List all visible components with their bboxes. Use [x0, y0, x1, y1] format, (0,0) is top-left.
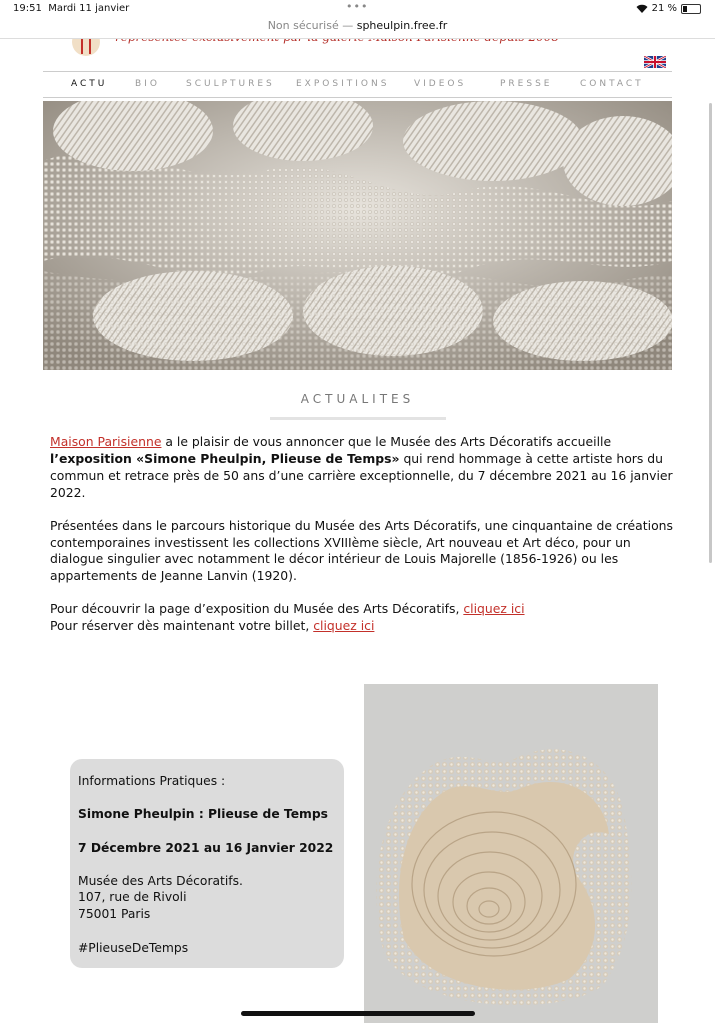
title-divider — [270, 417, 446, 420]
nav-sculptures[interactable]: SCULPTURES — [186, 79, 275, 89]
info-dates: 7 Décembre 2021 au 16 Janvier 2022 — [78, 841, 334, 855]
info-venue: Musée des Arts Décoratifs. — [78, 874, 243, 888]
main-nav — [43, 71, 672, 98]
wifi-icon — [636, 4, 648, 13]
nav-presse[interactable]: PRESSE — [500, 79, 553, 89]
info-hashtag: #PlieuseDeTemps — [78, 941, 189, 955]
maison-parisienne-link[interactable]: Maison Parisienne — [50, 434, 162, 449]
battery-icon — [681, 4, 701, 14]
info-box — [70, 759, 344, 968]
paragraph-3: Pour découvrir la page d’exposition du Musée des Arts Décoratifs, cliquez ici Pour réserver dès maintenant votre billet, cliquez ici — [50, 601, 525, 634]
battery-percent: 21 % — [651, 3, 677, 14]
english-flag-icon[interactable] — [644, 56, 666, 68]
status-right — [636, 3, 701, 14]
nav-contact[interactable]: CONTACT — [580, 79, 644, 89]
info-heading: Informations Pratiques : — [78, 774, 226, 788]
hero-sculpture-image — [43, 101, 672, 370]
ticket-link[interactable]: cliquez ici — [313, 618, 375, 634]
paragraph-1: Maison Parisienne a le plaisir de vous annoncer que le Musée des Arts Décoratifs accueille l’exposition «Simone Pheulpin, Plieuse de Temps» qui rend hommage à cette artiste hors du commun et retrace près de 50 ans d’une carrière exceptionnelle, du 7 décembre 2021 au 16 janvier 2022. — [50, 434, 673, 500]
nav-bio[interactable]: BIO — [135, 79, 160, 89]
home-indicator[interactable] — [241, 1011, 475, 1016]
nav-videos[interactable]: VIDEOS — [414, 79, 467, 89]
more-dots-icon[interactable]: ••• — [346, 0, 369, 13]
info-street: 107, rue de Rivoli — [78, 890, 187, 904]
sculpture-photo — [364, 684, 658, 1023]
info-title: Simone Pheulpin : Plieuse de Temps — [78, 807, 328, 821]
exhibition-name: l’exposition «Simone Pheulpin, Plieuse de Temps» — [50, 450, 400, 466]
nav-expositions[interactable]: EXPOSITIONS — [296, 79, 390, 89]
page-title: ACTUALITES — [300, 392, 415, 406]
status-time-date: 19:51 Mardi 11 janvier — [13, 3, 130, 14]
nav-actu[interactable]: ACTU — [71, 79, 108, 89]
museum-page-link[interactable]: cliquez ici — [463, 601, 525, 617]
paragraph-2: Présentées dans le parcours historique du Musée des Arts Décoratifs, une cinquantaine de créations contemporaines investissent les collections XVIIIème siècle, Art nouveau et Art déco, pour un dialogue singulier avec notamment le décor intérieur de Louis Majorelle (1856-1926) ou les appartements de Jeanne Lanvin (1920). — [50, 517, 673, 584]
info-city: 75001 Paris — [78, 907, 151, 921]
page-scrollbar[interactable] — [709, 103, 712, 563]
browser-status-bar — [0, 0, 715, 39]
address-bar[interactable]: Non sécurisé — spheulpin.free.fr — [267, 19, 448, 32]
article-body — [50, 434, 680, 651]
